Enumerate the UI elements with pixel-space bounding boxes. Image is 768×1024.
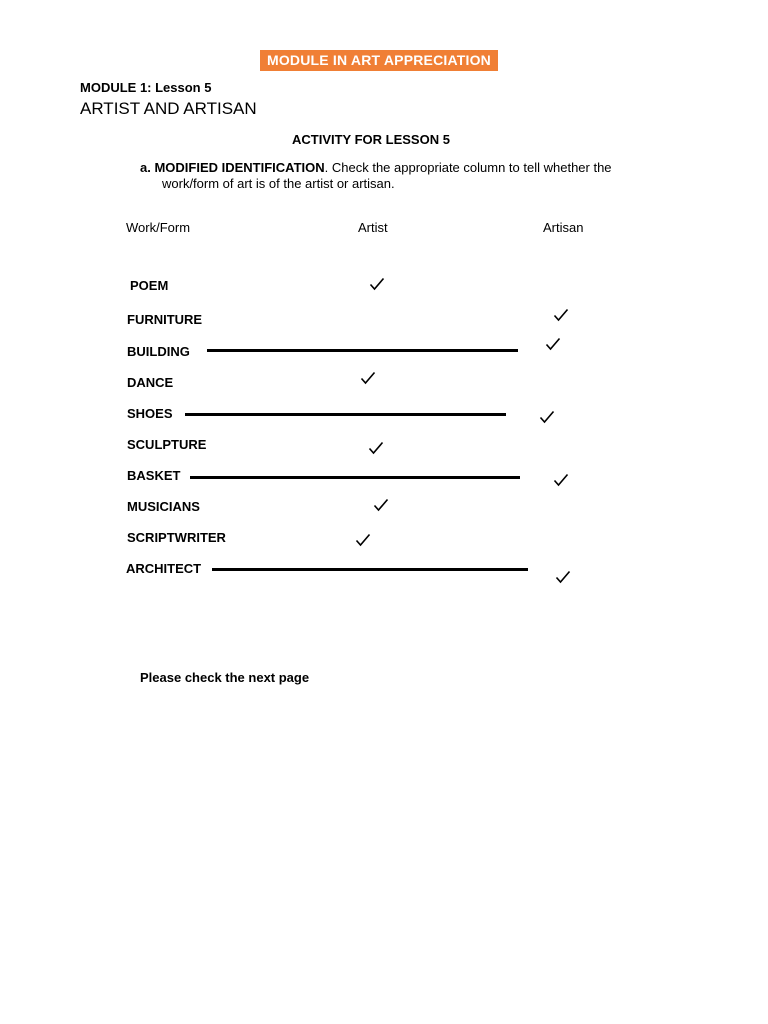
footer-note: Please check the next page [140,670,310,685]
column-header-work: Work/Form [126,220,191,235]
strike-line [185,413,506,416]
instructions [140,160,680,192]
check-icon [360,371,376,385]
check-icon [553,308,569,322]
check-icon [355,533,371,547]
check-icon [373,498,389,512]
lesson-title: ARTIST AND ARTISAN [80,99,257,118]
row-label-shoes: SHOES [127,406,173,421]
strike-line [190,476,520,479]
check-icon [553,473,569,487]
row-label-building: BUILDING [127,344,190,359]
activity-title: ACTIVITY FOR LESSON 5 [292,132,450,147]
row-label-poem: POEM [130,278,169,293]
column-header-artisan: Artisan [543,220,584,235]
row-label-scriptwriter: SCRIPTWRITER [127,530,226,545]
strike-line [212,568,528,571]
column-header-artist: Artist [358,220,388,235]
module-banner: MODULE IN ART APPRECIATION [260,50,498,71]
instructions-line2: work/form of art is of the artist or artisan. [162,176,395,191]
check-icon [545,337,561,351]
row-label-musicians: MUSICIANS [127,499,200,514]
strike-line [207,349,518,352]
row-label-furniture: FURNITURE [127,312,203,327]
instructions-line1: . Check the appropriate column to tell whether the [324,160,612,175]
row-label-sculpture: SCULPTURE [127,437,207,452]
check-icon [539,410,555,424]
row-label-basket: BASKET [127,468,181,483]
row-label-architect: ARCHITECT [126,561,202,576]
instructions-prefix: a. MODIFIED IDENTIFICATION [140,160,325,175]
check-icon [369,277,385,291]
row-label-dance: DANCE [127,375,174,390]
check-icon [368,441,384,455]
check-icon [555,570,571,584]
module-label: MODULE 1: Lesson 5 [80,80,212,95]
